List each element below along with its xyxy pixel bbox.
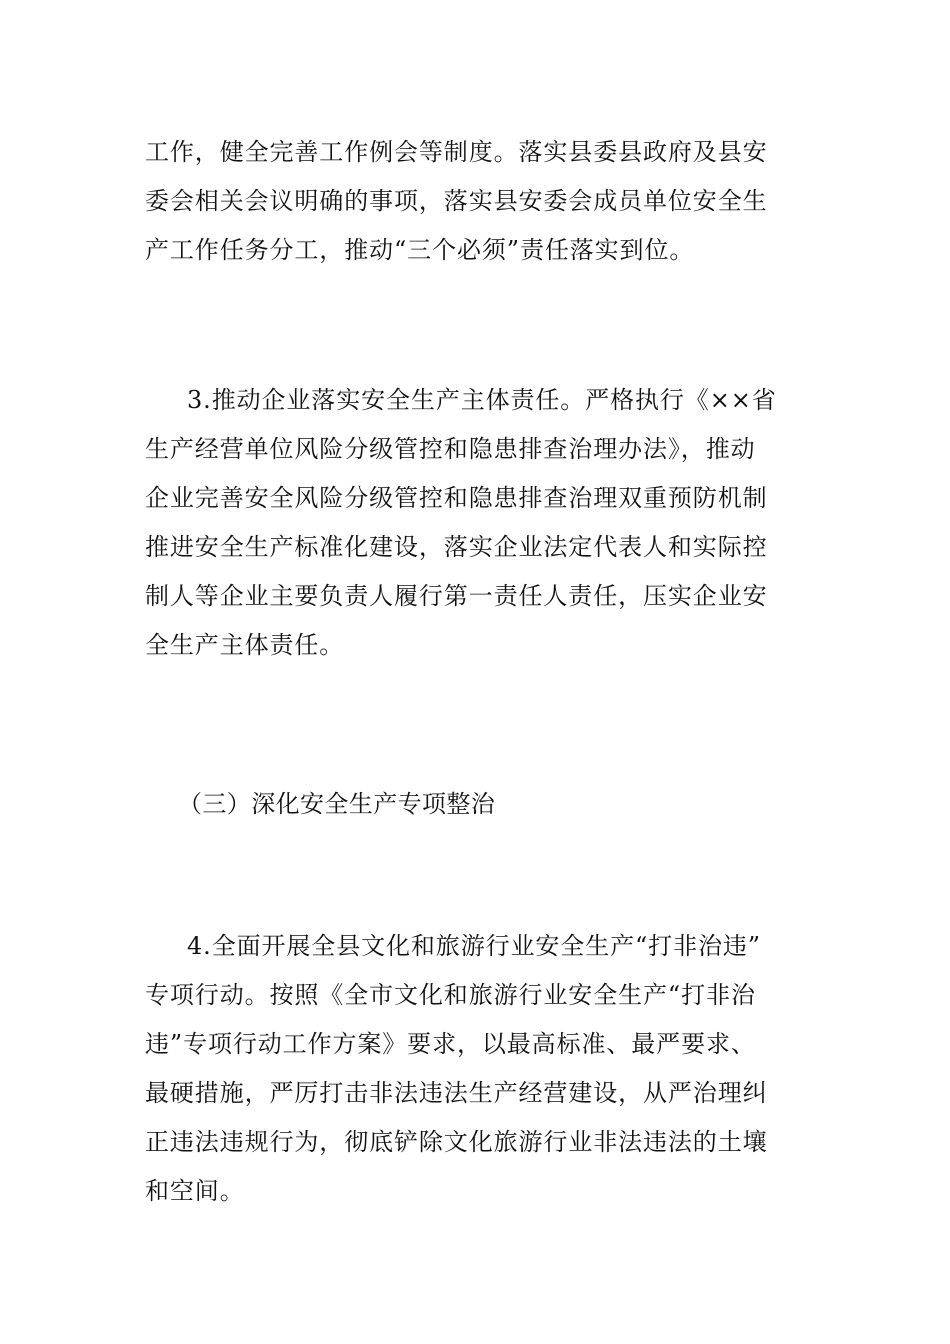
paragraph-work-system: 工作，健全完善工作例会等制度。落实县委县政府及县安 委会相关会议明确的事项，落实县安委会成员单位安全生 产工作任务分工，推动“三个必须”责任落实到位。 (145, 138, 768, 264)
paragraph-special-action: 4.全面开展全县文化和旅游行业安全生产“打非治违” 专项行动。按照《全市文化和旅游行业安全生产“打非治 违”专项行动工作方案》要求，以最高标准、最严要求、 最硬措施，严厉打击非法违法生产经营建设，从严治理纠 正违法违规行为，彻底铲除文化旅游行业非法违法的土壤 和空间。 (145, 932, 768, 1205)
section-heading: （三）深化安全生产专项整治 (178, 790, 496, 818)
paragraph-enterprise-responsibility: 3.推动企业落实安全生产主体责任。严格执行《××省 生产经营单位风险分级管控和隐患排查治理办法》，推动 企业完善安全风险分级管控和隐患排查治理双重预防机制 推进安全生产标准化建设，落实企业法定代表人和实际控 制人等企业主要负责人履行第一责任人责任，压实企业安 全生产主体责任。 (145, 386, 777, 659)
